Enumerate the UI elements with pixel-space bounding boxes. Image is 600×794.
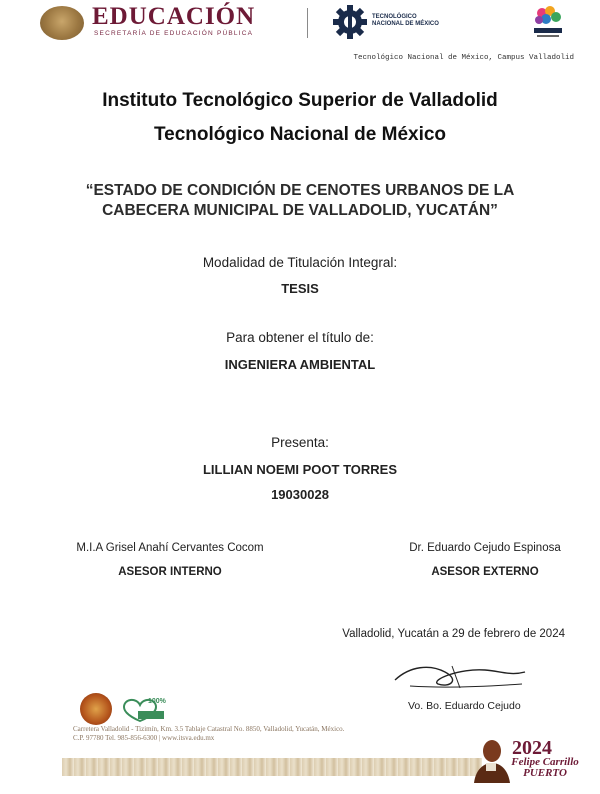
thesis-title-line1: “ESTADO DE CONDICIÓN DE CENOTES URBANOS DE LA (85, 182, 515, 199)
presenter-label: Presenta: (271, 435, 329, 450)
felipe-carrillo-puerto-portrait (470, 735, 510, 783)
itsva-seal-logo (80, 693, 112, 725)
sep-logo-title: EDUCACIÓN (92, 3, 256, 30)
tecnm-logo-text (372, 14, 439, 28)
footer-address-line2: C.P. 97780 Tel. 985-856-6300 | www.itsva.edu.mx (73, 733, 215, 742)
presenter-id: 19030028 (271, 487, 329, 502)
external-advisor-role: ASESOR EXTERNO (431, 566, 539, 578)
sep-eagle-seal-logo (40, 6, 84, 40)
modality-label: Modalidad de Titulación Integral: (202, 255, 398, 270)
handwritten-signature (390, 658, 530, 696)
commemorative-year: 2024 (512, 737, 552, 759)
plastic-free-badge (118, 693, 166, 723)
svg-text:100%: 100% (148, 698, 166, 705)
tecnm-gear-logo (332, 4, 368, 40)
honoree-line1: Felipe Carrillo (511, 756, 579, 768)
institution-system: Tecnológico Nacional de México (153, 124, 447, 145)
place-date: Valladolid, Yucatán a 29 de febrero de 2024 (342, 628, 565, 640)
campus-header-text: Tecnológico Nacional de México, Campus Valladolid (353, 54, 574, 62)
yucatan-government-logo (528, 3, 568, 43)
thesis-title-line2: CABECERA MUNICIPAL DE VALLADOLID, YUCATÁN” (102, 202, 498, 219)
approval-text: Vo. Bo. Eduardo Cejudo (408, 700, 521, 712)
institution-name: Instituto Tecnológico Superior de Valladolid (102, 90, 498, 111)
internal-advisor-role: ASESOR INTERNO (118, 566, 222, 578)
tecnm-logo-line2: NACIONAL DE MÉXICO (372, 21, 439, 27)
decorative-pattern-band (62, 758, 482, 776)
internal-advisor-name: M.I.A Grisel Anahí Cervantes Cocom (76, 542, 264, 554)
presenter-name: LILLIAN NOEMI POOT TORRES (202, 462, 398, 477)
modality-value: TESIS (281, 281, 319, 296)
commemorative-honoree (509, 757, 581, 779)
footer-address-line1: Carretera Valladolid - Tizimín, Km. 3.5 Tablaje Catastral No. 8850, Valladolid, Yucatán, México. (73, 725, 345, 733)
degree-label: Para obtener el título de: (226, 330, 374, 345)
degree-value: INGENIERA AMBIENTAL (224, 357, 376, 372)
external-advisor-name: Dr. Eduardo Cejudo Espinosa (409, 542, 561, 554)
tecnm-logo-line1: TECNOLÓGICO (372, 14, 417, 20)
honoree-line2: PUERTO (523, 767, 567, 779)
footer-address (73, 725, 344, 742)
header-divider (307, 8, 308, 38)
sep-logo-subtitle: SECRETARÍA DE EDUCACIÓN PÚBLICA (94, 30, 254, 37)
